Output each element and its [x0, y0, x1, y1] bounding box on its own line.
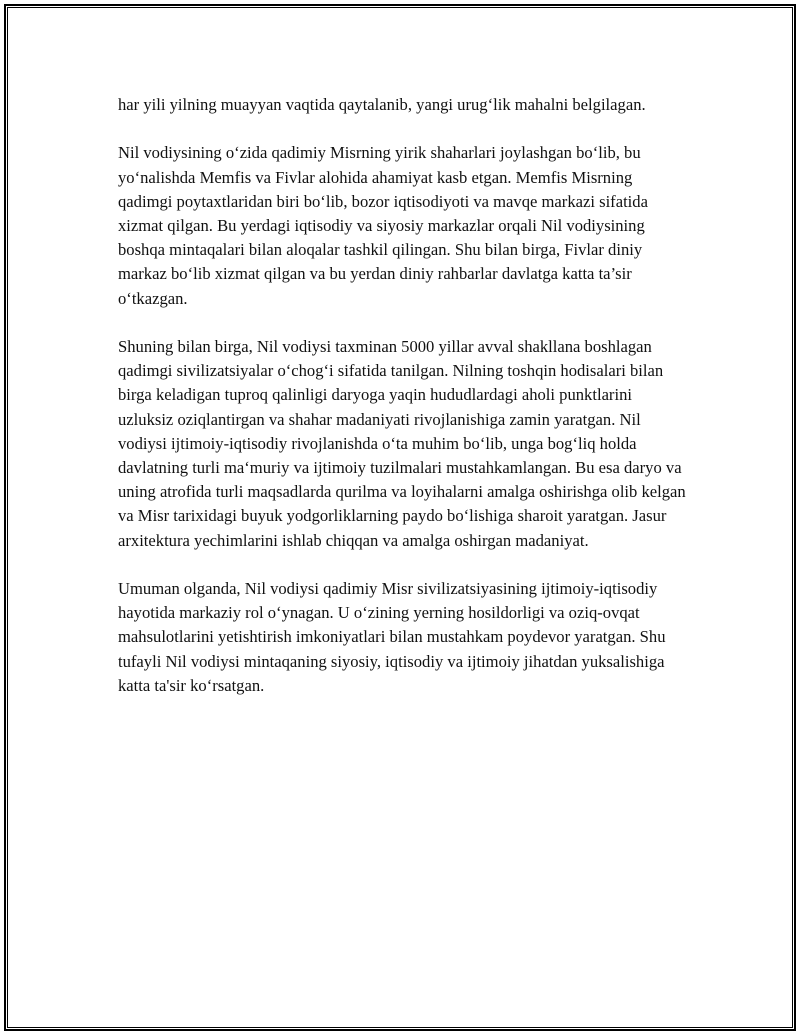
- document-body: [118, 93, 690, 722]
- paragraph-1: har yili yilning muayyan vaqtida qaytalanib, yangi urug‘lik mahalni belgilagan.: [118, 95, 646, 114]
- paragraph-3: Shuning bilan birga, Nil vodiysi taxminan 5000 yillar avval shakllana boshlagan qadimgi sivilizatsiyalar o‘chog‘i sifatida tanilgan. Nilning toshqin hodisalari bilan birga keladigan tuproq qalinligi daryoga yaqin hududlardagi aholi punktlarini uzluksiz oziqlantirgan va shahar madaniyati rivojlanishiga zamin yaratgan. Nil vodiysi ijtimoiy-iqtisodiy rivojlanishda o‘ta muhim bo‘lib, unga bog‘liq holda davlatning turli ma‘muriy va ijtimoiy tuzilmalari mustahkamlangan. Bu esa daryo va uning atrofida turli maqsadlarda qurilma va loyihalarni amalga oshirishga olib kelgan va Misr tarixidagi buyuk yodgorliklarning paydo bo‘lishiga sharoit yaratgan. Jasur arxitektura yechimlarini ishlab chiqqan va amalga oshirgan madaniyat.: [118, 337, 686, 550]
- paragraph-4: Umuman olganda, Nil vodiysi qadimiy Misr sivilizatsiyasining ijtimoiy-iqtisodiy hayotida markaziy rol o‘ynagan. U o‘zining yerning hosildorligi va oziq-ovqat mahsulotlarini yetishtirish imkoniyatlari bilan mustahkam poydevor yaratgan. Shu tufayli Nil vodiysi mintaqaning siyosiy, iqtisodiy va ijtimoiy jihatdan yuksalishiga katta ta'sir ko‘rsatgan.: [118, 579, 666, 695]
- paragraph-2: Nil vodiysining o‘zida qadimiy Misrning yirik shaharlari joylashgan bo‘lib, bu yo‘nalishda Memfis va Fivlar alohida ahamiyat kasb etgan. Memfis Misrning qadimgi poytaxtlaridan biri bo‘lib, bozor iqtisodiyoti va mavqe markazi sifatida xizmat qilgan. Bu yerdagi iqtisodiy va siyosiy markazlar orqali Nil vodiysining boshqa mintaqalari bilan aloqalar tashkil qilingan. Shu bilan birga, Fivlar diniy markaz bo‘lib xizmat qilgan va bu yerdan diniy rahbarlar davlatga katta ta’sir o‘tkazgan.: [118, 143, 648, 308]
